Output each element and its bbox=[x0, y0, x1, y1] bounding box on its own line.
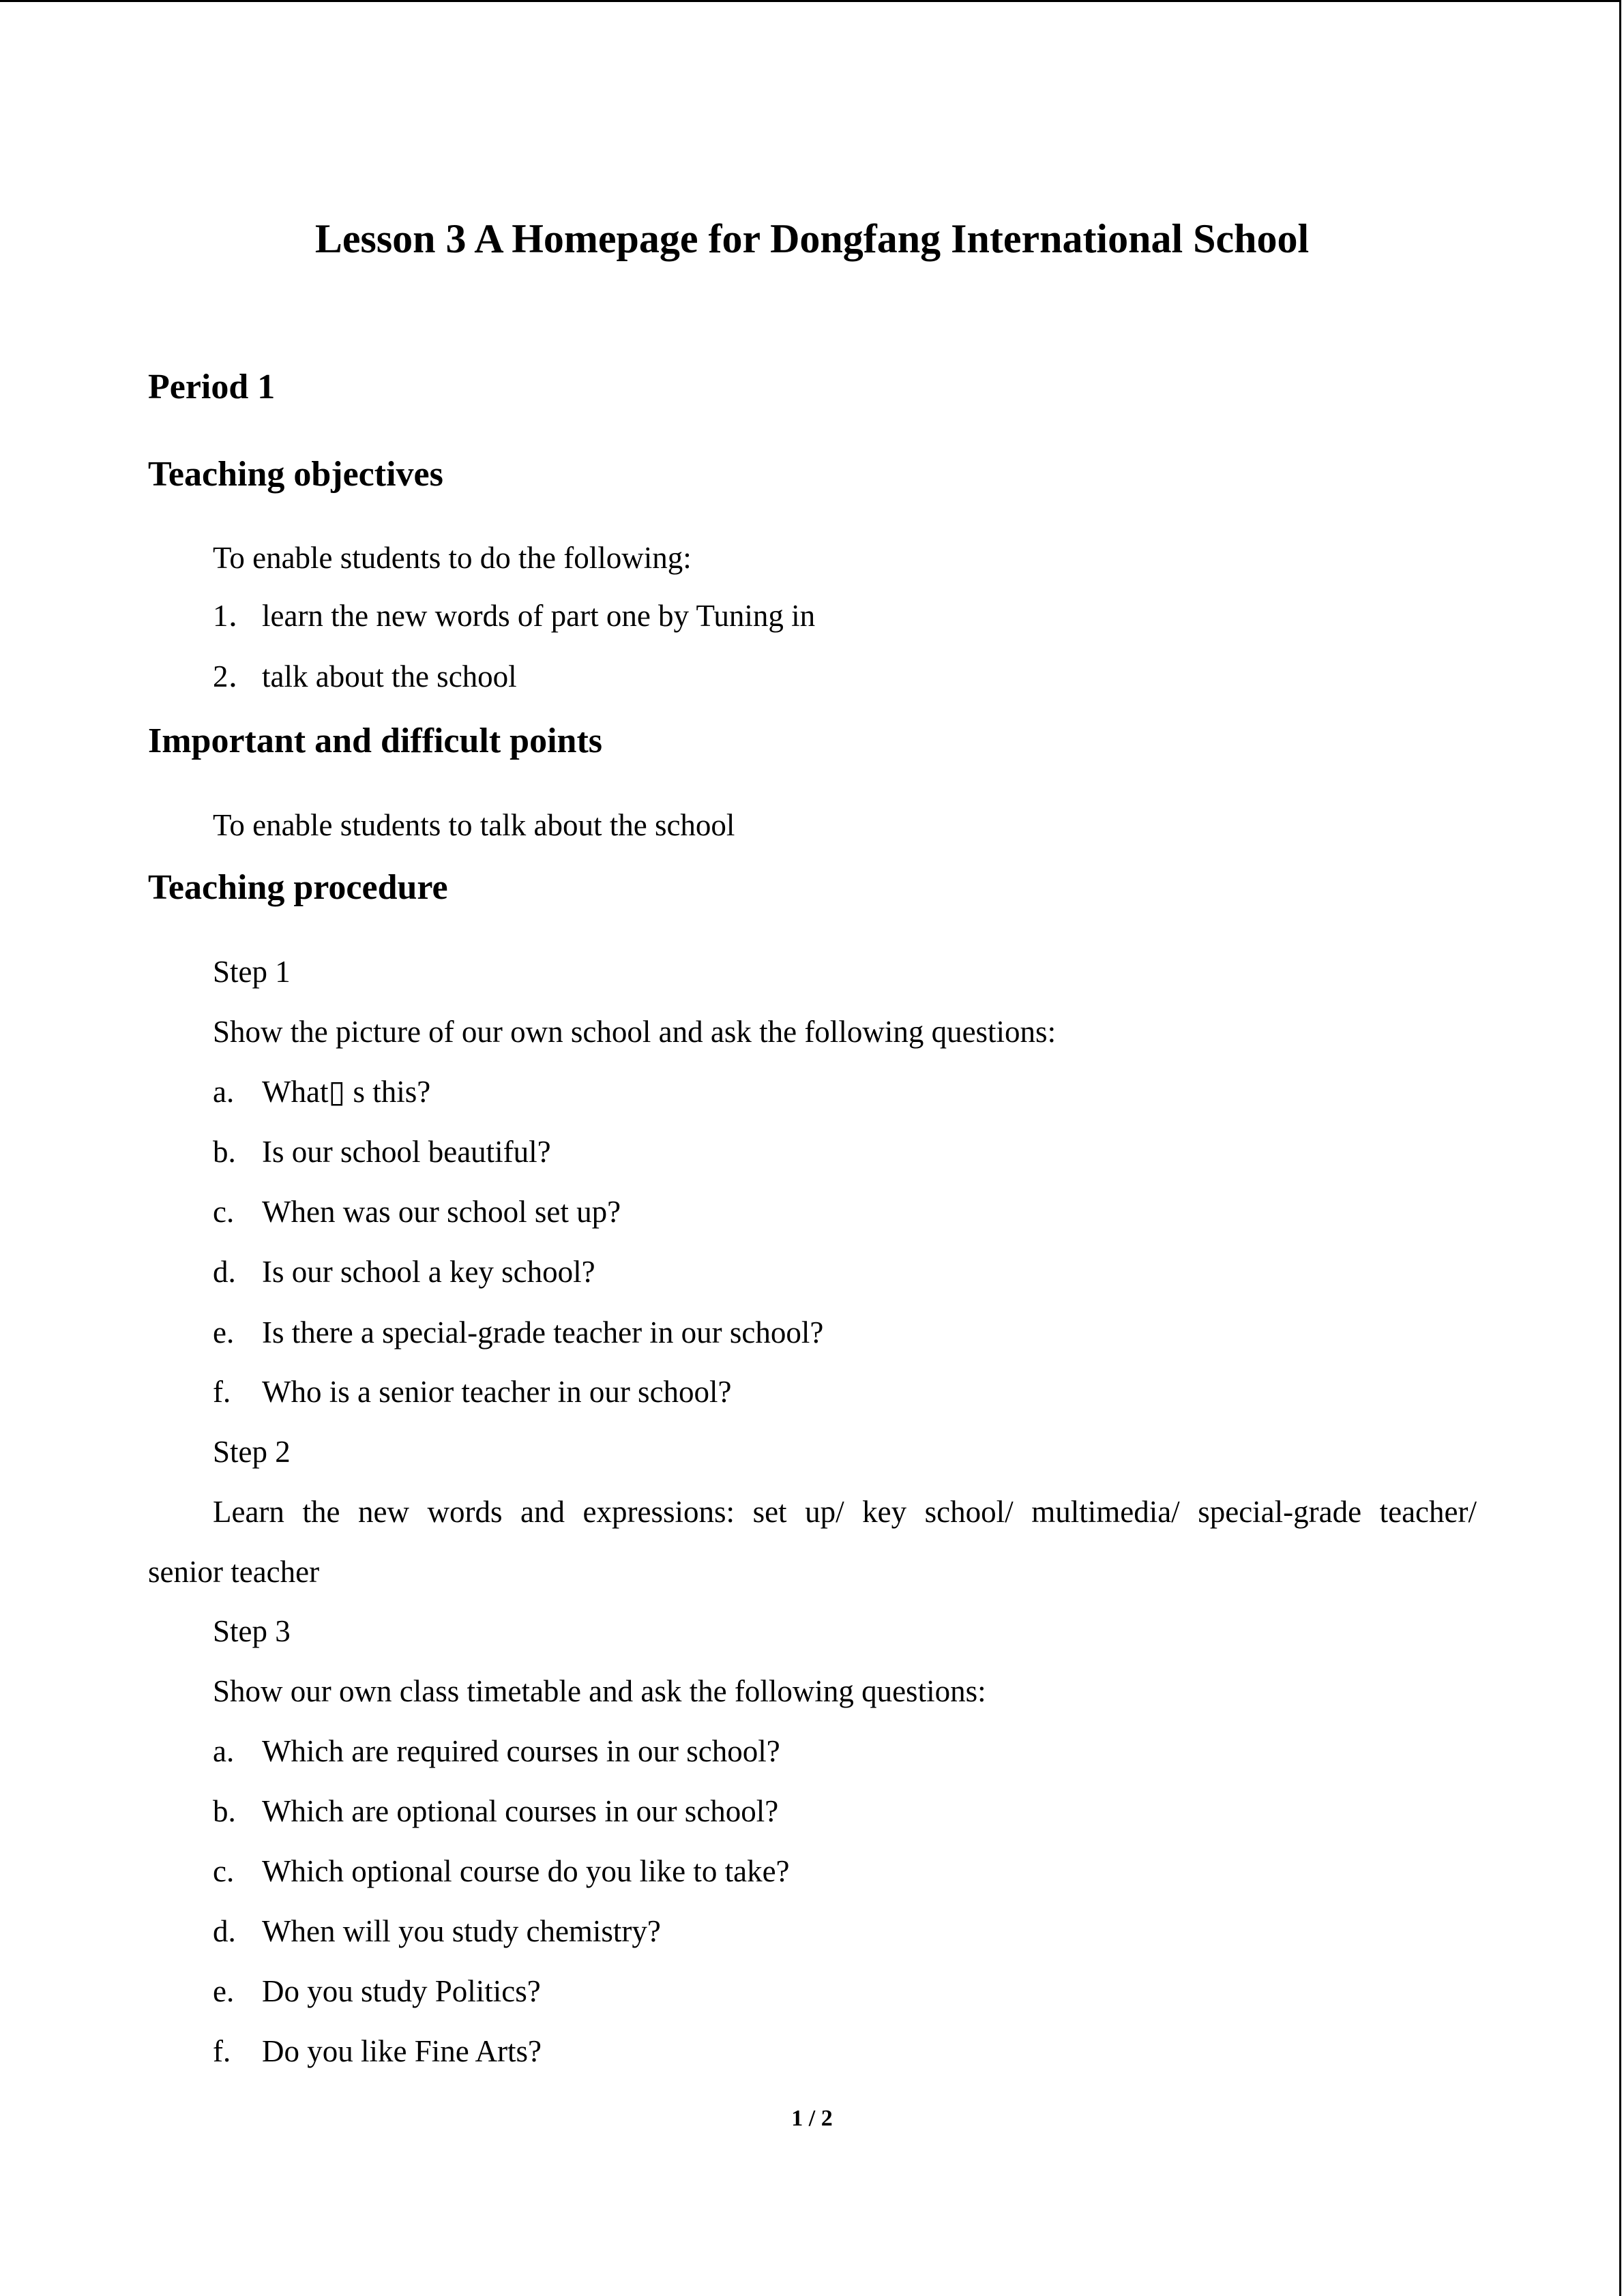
question-item bbox=[213, 1191, 621, 1232]
objective-item bbox=[213, 656, 517, 697]
question-item bbox=[213, 1131, 551, 1172]
list-marker: d. bbox=[213, 1255, 236, 1289]
list-item-text: Do you study Politics? bbox=[262, 1974, 541, 2008]
objectives-intro: To enable students to do the following: bbox=[213, 541, 692, 575]
step-2-line-1: Learn the new words and expressions: set up/ key school/ multimedia/ special-grade teacher/ bbox=[213, 1495, 1477, 1529]
step-2-label: Step 2 bbox=[213, 1435, 291, 1469]
list-item-text: What▯ s this? bbox=[262, 1075, 431, 1109]
list-marker: c. bbox=[213, 1854, 235, 1888]
list-item-text: Which are required courses in our school? bbox=[262, 1734, 780, 1768]
question-item bbox=[213, 1791, 778, 1832]
document-title: Lesson 3 A Homepage for Dongfang International School bbox=[314, 216, 1310, 261]
objective-item bbox=[213, 595, 815, 636]
question-item bbox=[213, 1251, 595, 1292]
objectives-heading: Teaching objectives bbox=[148, 455, 443, 494]
period-heading: Period 1 bbox=[148, 368, 276, 406]
question-item bbox=[213, 1971, 541, 2012]
list-marker: c. bbox=[213, 1195, 235, 1229]
list-item-text: Is our school beautiful? bbox=[262, 1135, 551, 1169]
list-marker: f. bbox=[213, 2034, 231, 2068]
list-marker: 2． bbox=[213, 659, 259, 694]
question-item bbox=[213, 1731, 780, 1772]
list-marker: e. bbox=[213, 1974, 235, 2008]
list-marker: b. bbox=[213, 1135, 236, 1169]
list-item-text: When will you study chemistry? bbox=[262, 1914, 661, 1948]
list-marker: f. bbox=[213, 1375, 231, 1409]
step-3-intro: Show our own class timetable and ask the following questions: bbox=[213, 1674, 986, 1708]
list-marker: e. bbox=[213, 1315, 235, 1350]
procedure-heading: Teaching procedure bbox=[148, 868, 448, 907]
question-item bbox=[213, 1911, 661, 1952]
list-item-text: talk about the school bbox=[262, 659, 517, 694]
points-text: To enable students to talk about the school bbox=[213, 808, 735, 842]
step-2-line-2: senior teacher bbox=[148, 1555, 320, 1589]
list-item-text: Which are optional courses in our school? bbox=[262, 1794, 779, 1828]
question-item bbox=[213, 1071, 430, 1112]
list-marker: d. bbox=[213, 1914, 236, 1948]
question-item bbox=[213, 2031, 542, 2072]
list-item-text: Do you like Fine Arts? bbox=[262, 2034, 542, 2068]
page-number: 1 / 2 bbox=[791, 2106, 833, 2131]
step-1-intro: Show the picture of our own school and ask the following questions: bbox=[213, 1015, 1057, 1049]
question-item bbox=[213, 1851, 790, 1892]
list-item-text: When was our school set up? bbox=[262, 1195, 621, 1229]
list-marker: b. bbox=[213, 1794, 236, 1828]
list-item-text: learn the new words of part one by Tuning in bbox=[262, 599, 816, 633]
list-item-text: Which optional course do you like to take? bbox=[262, 1854, 790, 1888]
question-item bbox=[213, 1312, 823, 1353]
points-heading: Important and difficult points bbox=[148, 721, 602, 760]
list-marker: 1． bbox=[213, 599, 259, 633]
list-item-text: Who is a senior teacher in our school? bbox=[262, 1375, 732, 1409]
step-3-label: Step 3 bbox=[213, 1614, 291, 1648]
step-1-label: Step 1 bbox=[213, 955, 291, 989]
list-item-text: Is there a special-grade teacher in our school? bbox=[262, 1315, 824, 1350]
question-item bbox=[213, 1371, 732, 1412]
list-marker: a. bbox=[213, 1075, 235, 1109]
list-item-text: Is our school a key school? bbox=[262, 1255, 595, 1289]
list-marker: a. bbox=[213, 1734, 235, 1768]
